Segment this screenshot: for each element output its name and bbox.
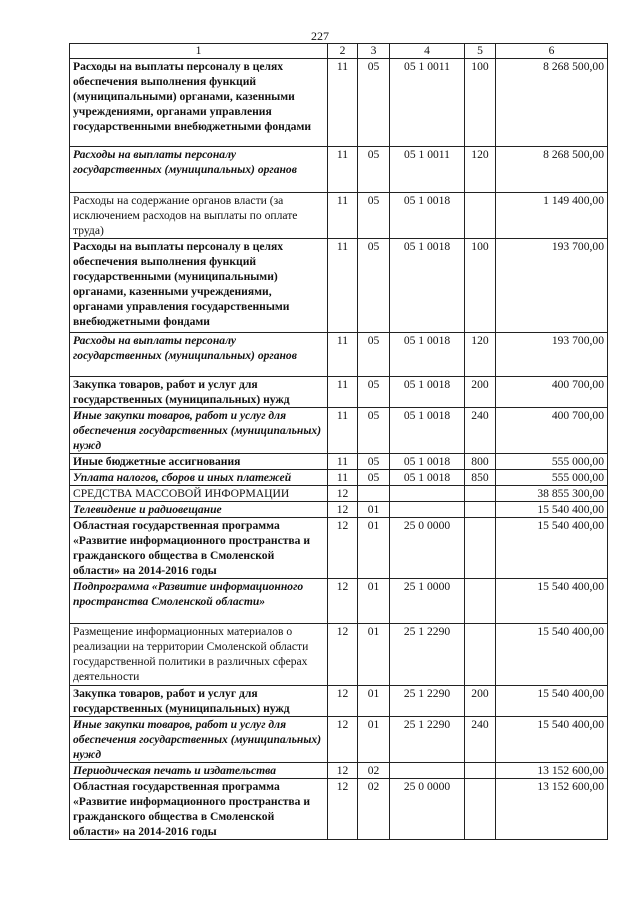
row-name-cell: Расходы на выплаты персоналу государственных (муниципальных) органов xyxy=(70,147,328,193)
row-section-cell: 11 xyxy=(328,59,358,147)
row-amount-cell: 8 268 500,00 xyxy=(496,147,608,193)
row-name-cell: Периодическая печать и издательства xyxy=(70,763,328,779)
row-name-cell: Областная государственная программа «Развитие информационного пространства и гражданского общества в Смоленской области» на 2014-2016 годы xyxy=(70,518,328,579)
row-expense-type-cell: 240 xyxy=(465,717,496,763)
row-name-cell: СРЕДСТВА МАССОВОЙ ИНФОРМАЦИИ xyxy=(70,486,328,502)
row-expense-type-cell: 200 xyxy=(465,377,496,408)
row-subsection-cell: 05 xyxy=(358,454,390,470)
row-target-article-cell: 25 1 2290 xyxy=(390,624,465,686)
table-row xyxy=(70,579,608,624)
table-row xyxy=(70,333,608,377)
row-subsection-cell: 05 xyxy=(358,239,390,333)
row-amount-cell: 15 540 400,00 xyxy=(496,686,608,717)
table-row xyxy=(70,193,608,239)
row-section-cell: 11 xyxy=(328,377,358,408)
row-subsection-cell: 01 xyxy=(358,717,390,763)
column-header: 1 xyxy=(70,44,328,59)
row-section-cell: 12 xyxy=(328,717,358,763)
row-subsection-cell: 01 xyxy=(358,686,390,717)
row-subsection-cell: 05 xyxy=(358,193,390,239)
row-subsection-cell xyxy=(358,486,390,502)
row-target-article-cell: 05 1 0018 xyxy=(390,470,465,486)
table-body xyxy=(70,59,608,840)
row-expense-type-cell: 200 xyxy=(465,686,496,717)
column-header: 3 xyxy=(358,44,390,59)
row-section-cell: 11 xyxy=(328,239,358,333)
row-name-cell: Закупка товаров, работ и услуг для государственных (муниципальных) нужд xyxy=(70,686,328,717)
row-subsection-cell: 05 xyxy=(358,333,390,377)
row-section-cell: 11 xyxy=(328,408,358,454)
row-amount-cell: 1 149 400,00 xyxy=(496,193,608,239)
row-subsection-cell: 05 xyxy=(358,59,390,147)
row-amount-cell: 193 700,00 xyxy=(496,239,608,333)
row-target-article-cell: 25 0 0000 xyxy=(390,779,465,840)
row-name-cell: Иные закупки товаров, работ и услуг для обеспечения государственных (муниципальных) нужд xyxy=(70,408,328,454)
row-target-article-cell: 05 1 0018 xyxy=(390,333,465,377)
row-target-article-cell: 25 0 0000 xyxy=(390,518,465,579)
row-target-article-cell: 05 1 0018 xyxy=(390,239,465,333)
row-expense-type-cell xyxy=(465,193,496,239)
row-section-cell: 11 xyxy=(328,470,358,486)
row-target-article-cell: 05 1 0018 xyxy=(390,408,465,454)
table-row xyxy=(70,59,608,147)
table-row xyxy=(70,470,608,486)
table-row xyxy=(70,408,608,454)
row-name-cell: Размещение информационных материалов о реализации на территории Смоленской области государственной политики в различных сферах деятельности xyxy=(70,624,328,686)
row-target-article-cell xyxy=(390,502,465,518)
row-expense-type-cell: 800 xyxy=(465,454,496,470)
row-target-article-cell xyxy=(390,486,465,502)
row-section-cell: 12 xyxy=(328,624,358,686)
column-header: 6 xyxy=(496,44,608,59)
row-name-cell: Расходы на выплаты персоналу в целях обеспечения выполнения функций (муниципальными) органами, казенными учреждениями, органами управления государственными внебюджетными фондами xyxy=(70,59,328,147)
row-amount-cell: 15 540 400,00 xyxy=(496,579,608,624)
row-expense-type-cell: 240 xyxy=(465,408,496,454)
row-target-article-cell: 25 1 2290 xyxy=(390,686,465,717)
row-amount-cell: 400 700,00 xyxy=(496,408,608,454)
row-expense-type-cell: 100 xyxy=(465,59,496,147)
row-target-article-cell: 25 1 0000 xyxy=(390,579,465,624)
row-amount-cell: 400 700,00 xyxy=(496,377,608,408)
row-amount-cell: 15 540 400,00 xyxy=(496,624,608,686)
row-subsection-cell: 02 xyxy=(358,763,390,779)
row-section-cell: 12 xyxy=(328,518,358,579)
table-row xyxy=(70,624,608,686)
budget-table xyxy=(69,43,608,840)
row-amount-cell: 193 700,00 xyxy=(496,333,608,377)
table-row xyxy=(70,486,608,502)
row-amount-cell: 38 855 300,00 xyxy=(496,486,608,502)
row-amount-cell: 13 152 600,00 xyxy=(496,779,608,840)
row-name-cell: Расходы на содержание органов власти (за исключением расходов на выплаты по оплате труда) xyxy=(70,193,328,239)
page-number: 227 xyxy=(311,29,329,43)
row-section-cell: 12 xyxy=(328,779,358,840)
table-row xyxy=(70,454,608,470)
row-section-cell: 12 xyxy=(328,686,358,717)
row-expense-type-cell: 120 xyxy=(465,333,496,377)
row-target-article-cell: 05 1 0018 xyxy=(390,193,465,239)
column-header: 4 xyxy=(390,44,465,59)
table-row xyxy=(70,686,608,717)
row-amount-cell: 15 540 400,00 xyxy=(496,717,608,763)
table-row xyxy=(70,717,608,763)
column-header: 5 xyxy=(465,44,496,59)
row-amount-cell: 8 268 500,00 xyxy=(496,59,608,147)
row-target-article-cell: 05 1 0018 xyxy=(390,377,465,408)
row-section-cell: 12 xyxy=(328,486,358,502)
row-expense-type-cell: 120 xyxy=(465,147,496,193)
row-target-article-cell: 25 1 2290 xyxy=(390,717,465,763)
row-subsection-cell: 05 xyxy=(358,470,390,486)
table-row xyxy=(70,239,608,333)
table-row xyxy=(70,779,608,840)
table-row xyxy=(70,763,608,779)
row-subsection-cell: 01 xyxy=(358,502,390,518)
row-amount-cell: 555 000,00 xyxy=(496,470,608,486)
row-subsection-cell: 01 xyxy=(358,624,390,686)
row-expense-type-cell xyxy=(465,486,496,502)
row-name-cell: Закупка товаров, работ и услуг для государственных (муниципальных) нужд xyxy=(70,377,328,408)
row-expense-type-cell xyxy=(465,518,496,579)
row-subsection-cell: 02 xyxy=(358,779,390,840)
row-expense-type-cell xyxy=(465,502,496,518)
table-row xyxy=(70,518,608,579)
row-target-article-cell: 05 1 0011 xyxy=(390,147,465,193)
row-name-cell: Областная государственная программа «Развитие информационного пространства и гражданского общества в Смоленской области» на 2014-2016 годы xyxy=(70,779,328,840)
row-subsection-cell: 05 xyxy=(358,147,390,193)
row-target-article-cell xyxy=(390,763,465,779)
row-section-cell: 12 xyxy=(328,763,358,779)
row-amount-cell: 15 540 400,00 xyxy=(496,518,608,579)
row-amount-cell: 555 000,00 xyxy=(496,454,608,470)
column-header: 2 xyxy=(328,44,358,59)
row-target-article-cell: 05 1 0018 xyxy=(390,454,465,470)
row-name-cell: Иные бюджетные ассигнования xyxy=(70,454,328,470)
row-name-cell: Расходы на выплаты персоналу государственных (муниципальных) органов xyxy=(70,333,328,377)
row-section-cell: 12 xyxy=(328,579,358,624)
table-row xyxy=(70,147,608,193)
table-header-row xyxy=(70,44,608,59)
row-target-article-cell: 05 1 0011 xyxy=(390,59,465,147)
table-row xyxy=(70,502,608,518)
row-subsection-cell: 05 xyxy=(358,377,390,408)
row-section-cell: 11 xyxy=(328,454,358,470)
row-subsection-cell: 01 xyxy=(358,579,390,624)
row-expense-type-cell xyxy=(465,579,496,624)
row-expense-type-cell xyxy=(465,624,496,686)
row-name-cell: Уплата налогов, сборов и иных платежей xyxy=(70,470,328,486)
row-name-cell: Подпрограмма «Развитие информационного пространства Смоленской области» xyxy=(70,579,328,624)
row-subsection-cell: 05 xyxy=(358,408,390,454)
row-section-cell: 11 xyxy=(328,147,358,193)
row-section-cell: 12 xyxy=(328,502,358,518)
row-name-cell: Расходы на выплаты персоналу в целях обеспечения выполнения функций государственными (муниципальными) органами, казенными учреждениями, органами управления государственными внебюджетными фондами xyxy=(70,239,328,333)
row-expense-type-cell: 100 xyxy=(465,239,496,333)
row-expense-type-cell xyxy=(465,763,496,779)
row-subsection-cell: 01 xyxy=(358,518,390,579)
row-amount-cell: 15 540 400,00 xyxy=(496,502,608,518)
table-row xyxy=(70,377,608,408)
row-expense-type-cell: 850 xyxy=(465,470,496,486)
row-section-cell: 11 xyxy=(328,333,358,377)
row-amount-cell: 13 152 600,00 xyxy=(496,763,608,779)
row-name-cell: Телевидение и радиовещание xyxy=(70,502,328,518)
row-expense-type-cell xyxy=(465,779,496,840)
row-name-cell: Иные закупки товаров, работ и услуг для обеспечения государственных (муниципальных) нужд xyxy=(70,717,328,763)
row-section-cell: 11 xyxy=(328,193,358,239)
